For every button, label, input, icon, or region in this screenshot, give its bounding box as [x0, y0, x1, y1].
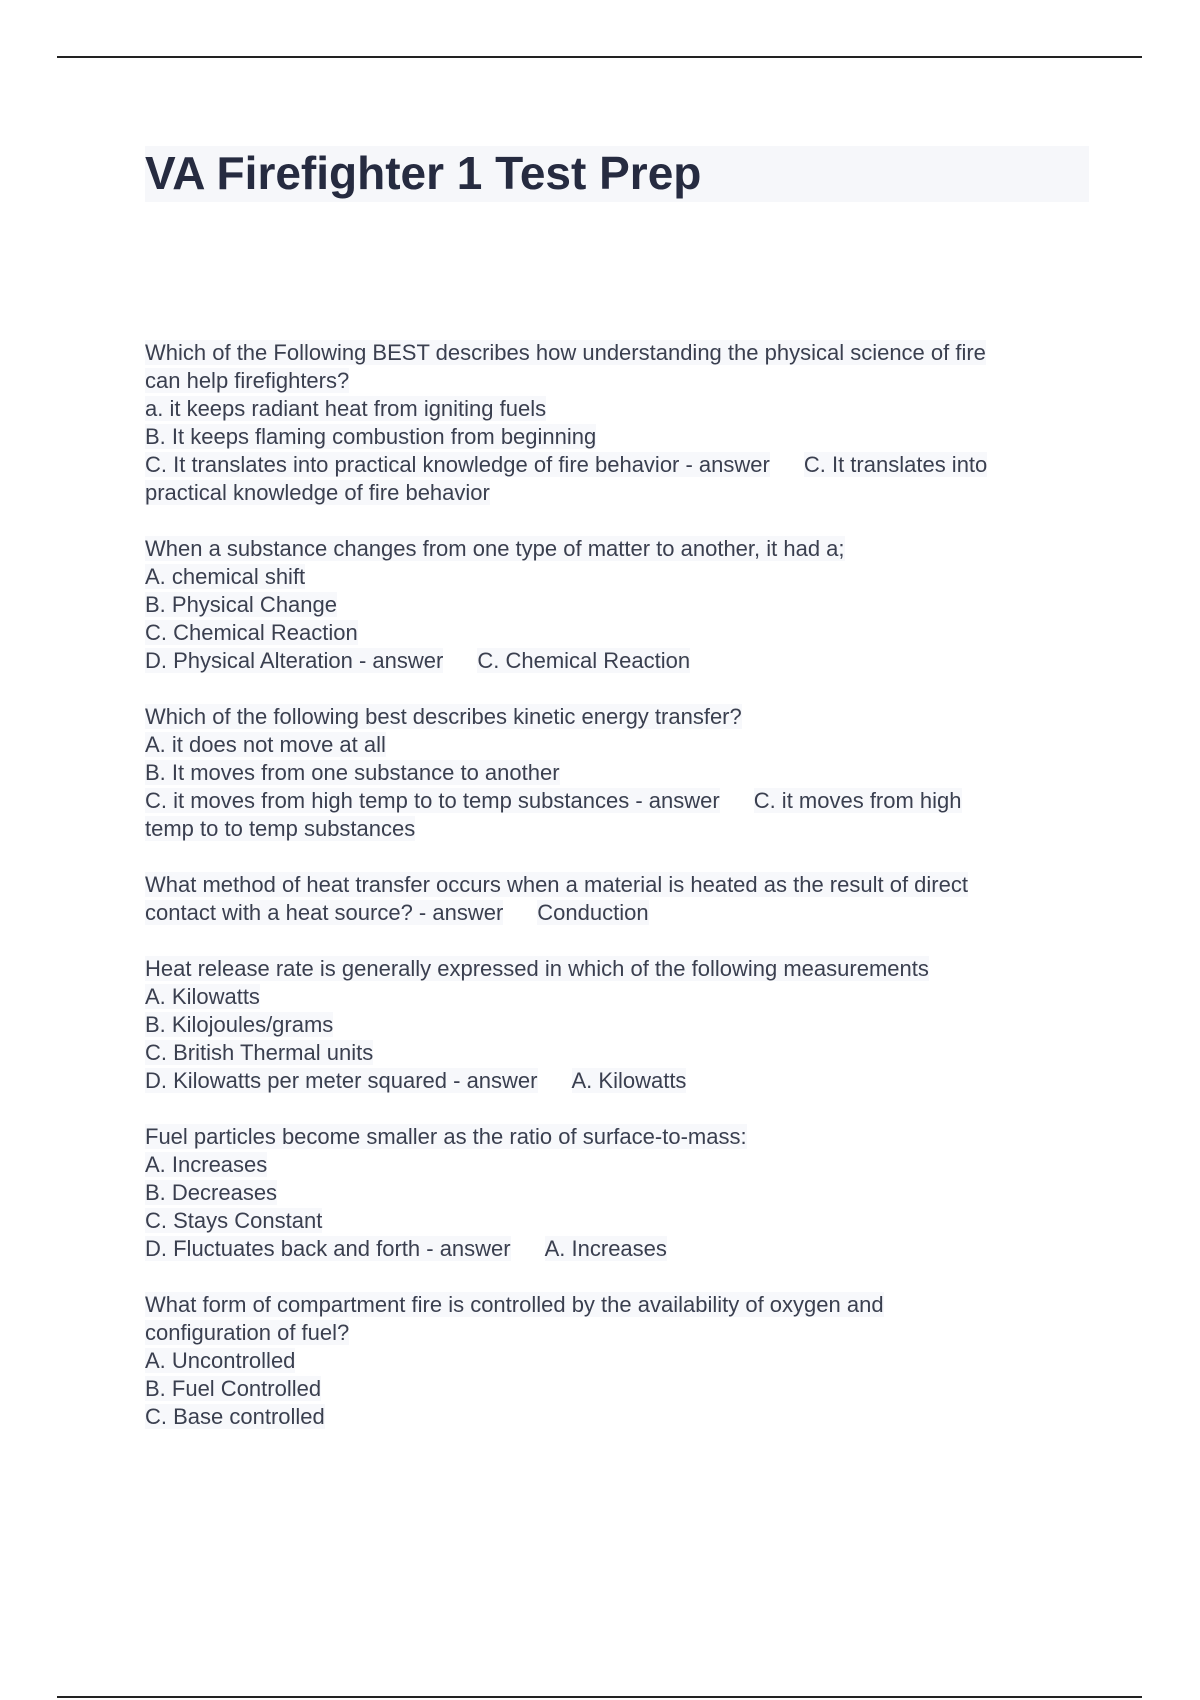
question-item [145, 535, 1075, 675]
answer-text: Conduction [537, 900, 649, 925]
option-line: B. Kilojoules/grams [145, 1012, 334, 1037]
answer-line [145, 1235, 1075, 1263]
question-item [145, 1123, 1075, 1263]
answer-continuation: practical knowledge of fire behavior [145, 480, 490, 505]
question-line: Heat release rate is generally expressed in which of the following measurements [145, 956, 929, 981]
answer-prompt: D. Kilowatts per meter squared - answer [145, 1068, 538, 1093]
question-line: can help firefighters? [145, 368, 350, 393]
question-item [145, 955, 1075, 1095]
answer-prompt: D. Physical Alteration - answer [145, 648, 444, 673]
option-line: A. chemical shift [145, 564, 306, 589]
answer-prompt: C. it moves from high temp to to temp substances - answer [145, 788, 720, 813]
option-line: B. It keeps flaming combustion from beginning [145, 424, 597, 449]
answer-text: C. It translates into [803, 452, 988, 477]
answer-line [145, 451, 1075, 479]
option-line: A. it does not move at all [145, 732, 386, 757]
option-line: B. It moves from one substance to another [145, 760, 560, 785]
answer-line [145, 787, 1075, 815]
bottom-rule [57, 1696, 1142, 1698]
option-line: A. Uncontrolled [145, 1348, 296, 1373]
option-line: C. Base controlled [145, 1404, 325, 1429]
question-line: When a substance changes from one type of matter to another, it had a; [145, 536, 845, 561]
question-item [145, 1291, 1075, 1431]
option-line: B. Decreases [145, 1180, 278, 1205]
option-line: C. British Thermal units [145, 1040, 374, 1065]
question-line: Which of the Following BEST describes how understanding the physical science of fire [145, 340, 986, 365]
answer-text: C. it moves from high [753, 788, 962, 813]
question-list [145, 339, 1075, 1459]
question-item [145, 871, 1075, 927]
answer-text: A. Increases [544, 1236, 667, 1261]
question-line: What form of compartment fire is controlled by the availability of oxygen and [145, 1292, 884, 1317]
top-rule [57, 56, 1142, 58]
question-line: configuration of fuel? [145, 1320, 350, 1345]
question-line: Fuel particles become smaller as the ratio of surface-to-mass: [145, 1124, 747, 1149]
option-line: B. Fuel Controlled [145, 1376, 322, 1401]
answer-line [145, 1067, 1075, 1095]
answer-prompt: contact with a heat source? - answer [145, 900, 504, 925]
question-line: Which of the following best describes kinetic energy transfer? [145, 704, 742, 729]
option-line: A. Increases [145, 1152, 268, 1177]
answer-text: A. Kilowatts [571, 1068, 687, 1093]
answer-line [145, 647, 1075, 675]
option-line: A. Kilowatts [145, 984, 260, 1009]
question-item [145, 703, 1075, 843]
answer-prompt: C. It translates into practical knowledge of fire behavior - answer [145, 452, 770, 477]
option-line: B. Physical Change [145, 592, 337, 617]
option-line: C. Stays Constant [145, 1208, 323, 1233]
question-line: What method of heat transfer occurs when a material is heated as the result of direct [145, 872, 968, 897]
option-line: a. it keeps radiant heat from igniting fuels [145, 396, 547, 421]
answer-continuation: temp to to temp substances [145, 816, 416, 841]
question-item [145, 339, 1075, 507]
answer-prompt: D. Fluctuates back and forth - answer [145, 1236, 511, 1261]
answer-text: C. Chemical Reaction [477, 648, 691, 673]
answer-line [145, 899, 1075, 927]
option-line: C. Chemical Reaction [145, 620, 358, 645]
document-title: VA Firefighter 1 Test Prep [145, 147, 702, 199]
